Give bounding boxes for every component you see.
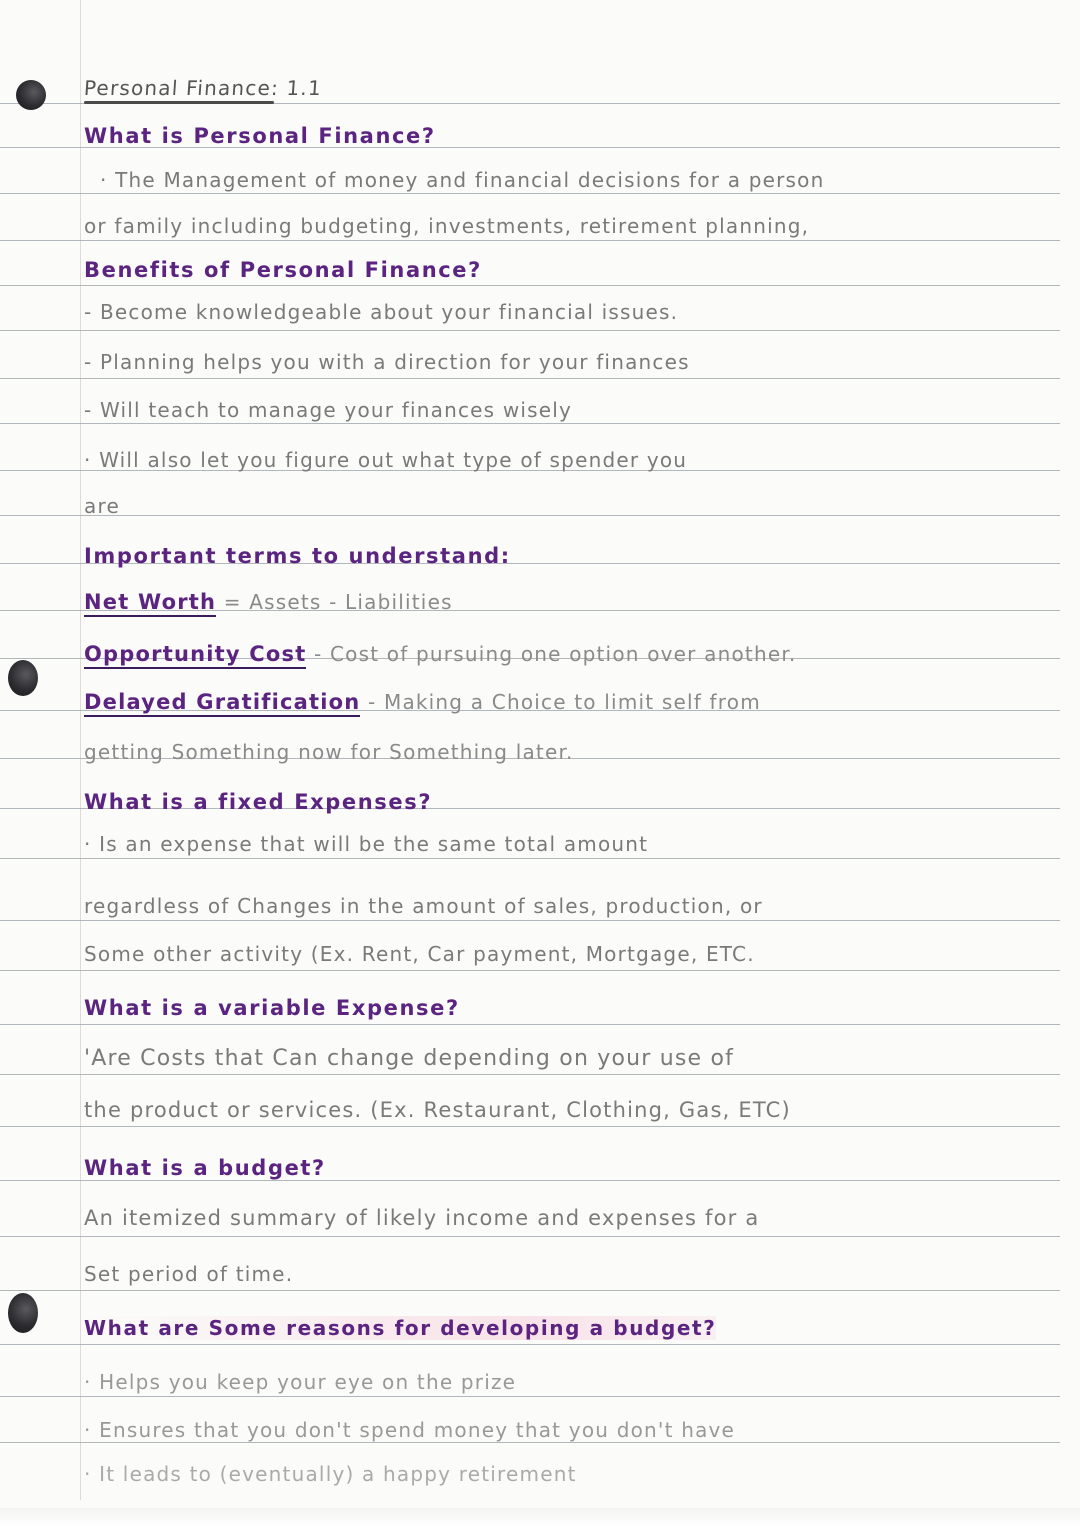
term-definition: - Making a Choice to limit self from bbox=[360, 690, 761, 714]
term-label: Net Worth bbox=[84, 590, 216, 617]
ruled-line bbox=[0, 193, 1060, 194]
ruled-line bbox=[0, 1442, 1060, 1443]
page-title: Personal Finance: 1.1 bbox=[83, 76, 323, 100]
ruled-line bbox=[0, 515, 1060, 516]
ruled-line bbox=[0, 1180, 1060, 1181]
ruled-line bbox=[0, 378, 1060, 379]
text-line: Some other activity (Ex. Rent, Car payment, Mortgage, ETC. bbox=[84, 942, 755, 966]
ruled-line bbox=[0, 240, 1060, 241]
ruled-line bbox=[0, 1236, 1060, 1237]
list-item-continuation: are bbox=[84, 494, 120, 518]
ruled-line bbox=[0, 1344, 1060, 1345]
ruled-line bbox=[0, 285, 1060, 286]
ruled-line bbox=[0, 1290, 1060, 1291]
text-line: · The Management of money and financial decisions for a person bbox=[100, 168, 825, 192]
list-item: · Helps you keep your eye on the prize bbox=[84, 1370, 517, 1394]
term-row-net-worth bbox=[84, 590, 453, 614]
term-row-delayed-gratification bbox=[84, 690, 761, 714]
term-definition: = Assets - Liabilities bbox=[216, 590, 453, 614]
heading-fixed-expenses: What is a fixed Expenses? bbox=[84, 790, 433, 814]
ruled-line bbox=[0, 423, 1060, 424]
margin-line bbox=[80, 0, 81, 1500]
binder-hole-icon bbox=[8, 1293, 38, 1333]
list-item: - Will teach to manage your finances wisely bbox=[84, 398, 573, 422]
term-label: Delayed Gratification bbox=[84, 690, 360, 717]
term-definition: - Cost of pursuing one option over another. bbox=[306, 642, 797, 666]
term-label: Opportunity Cost bbox=[84, 642, 306, 669]
heading-what-is-personal-finance: What is Personal Finance? bbox=[84, 124, 436, 148]
list-item: · Ensures that you don't spend money that you don't have bbox=[84, 1418, 736, 1442]
ruled-line bbox=[0, 330, 1060, 331]
heading-reasons-for-budget: What are Some reasons for developing a budget? bbox=[84, 1316, 717, 1340]
ruled-line bbox=[0, 1396, 1060, 1397]
text-line: regardless of Changes in the amount of sales, production, or bbox=[84, 894, 763, 918]
ruled-line bbox=[0, 1074, 1060, 1075]
text-line: the product or services. (Ex. Restaurant, Clothing, Gas, ETC) bbox=[84, 1098, 791, 1122]
text-line: 'Are Costs that Can change depending on your use of bbox=[84, 1046, 735, 1071]
heading-variable-expense: What is a variable Expense? bbox=[84, 996, 460, 1020]
heading-what-is-budget: What is a budget? bbox=[84, 1156, 326, 1180]
heading-benefits: Benefits of Personal Finance? bbox=[84, 258, 482, 282]
list-item: · It leads to (eventually) a happy retirement bbox=[84, 1462, 577, 1486]
ruled-line bbox=[0, 920, 1060, 921]
text-line: Set period of time. bbox=[84, 1262, 294, 1286]
text-line: or family including budgeting, investments, retirement planning, bbox=[84, 214, 810, 238]
title-underline bbox=[84, 101, 274, 104]
text-line: An itemized summary of likely income and expenses for a bbox=[84, 1206, 760, 1230]
heading-important-terms: Important terms to understand: bbox=[84, 544, 511, 568]
binder-hole-icon bbox=[8, 660, 38, 696]
list-item: - Become knowledgeable about your financial issues. bbox=[84, 300, 679, 324]
ruled-line bbox=[0, 970, 1060, 971]
binder-hole-icon bbox=[16, 80, 46, 110]
page-bottom-edge bbox=[0, 1508, 1080, 1527]
ruled-line bbox=[0, 1126, 1060, 1127]
term-continuation: getting Something now for Something later. bbox=[84, 740, 574, 764]
ruled-line bbox=[0, 1024, 1060, 1025]
list-item: - Planning helps you with a direction for your finances bbox=[84, 350, 690, 374]
text-line: · Is an expense that will be the same total amount bbox=[84, 832, 649, 856]
term-row-opportunity-cost bbox=[84, 642, 796, 666]
list-item: · Will also let you figure out what type of spender you bbox=[84, 448, 688, 472]
ruled-line bbox=[0, 858, 1060, 859]
